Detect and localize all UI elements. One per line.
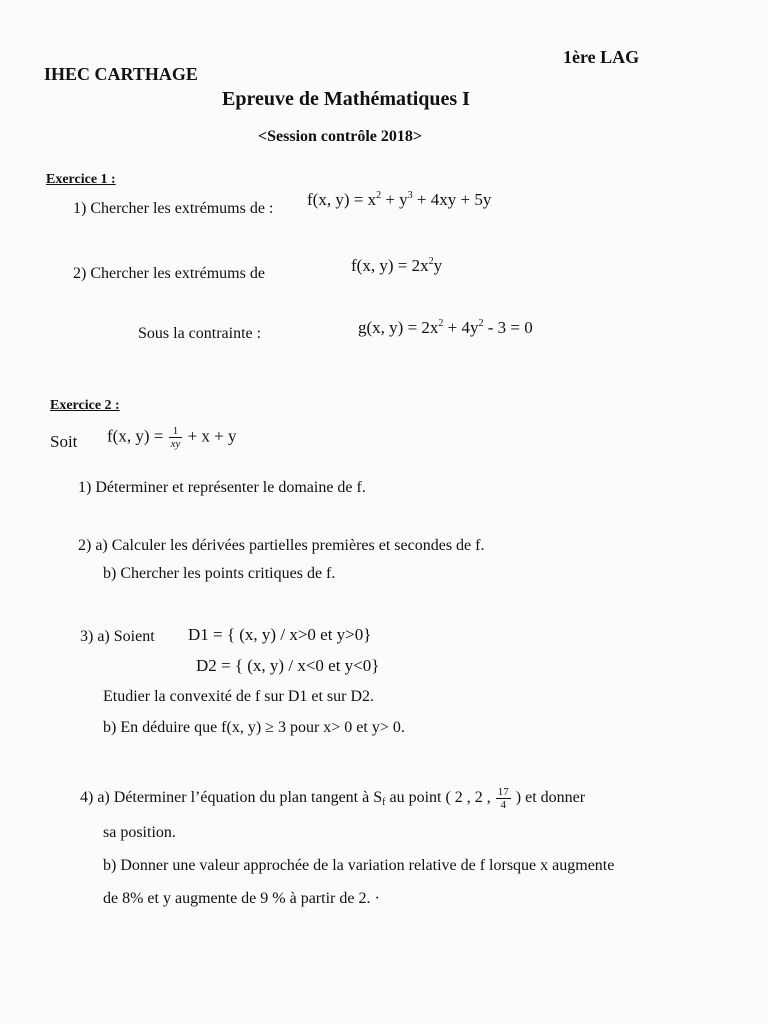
domain-d2: D2 = { (x, y) / x<0 et y<0}	[196, 656, 380, 675]
ex2-question-2a: 2) a) Calculer les dérivées partielles premières et secondes de f.	[78, 537, 485, 554]
exam-title: Epreuve de Mathématiques I	[222, 88, 470, 110]
ex2-question-1: 1) Déterminer et représenter le domaine de f.	[78, 479, 366, 496]
exam-session: <Session contrôle 2018>	[258, 128, 423, 145]
ex2-soit: Soit	[50, 432, 78, 451]
exercise-1-heading: Exercice 1 :	[46, 172, 116, 187]
ex1-function-f: f(x, $y) = x^2 + y^3 + 4xy + 5y$	[307, 190, 492, 209]
domain-d1: D1 = { (x, y) / x>0 et y>0}	[188, 625, 372, 644]
ex2-question-4a: 4) a) Déterminer l’équation du plan tangent à $S_f$ au point ( 2 , 2 , $\frac{17}{4}$ ) et donner	[80, 786, 586, 811]
constraint-function-g: g(x, $y) = 2x^2 + 4y^2 - 3 = 0$	[358, 318, 533, 337]
exercise-2-heading: Exercice 2 :	[50, 398, 120, 413]
ex2-question-3a-label: 3) a) Soient	[80, 628, 155, 645]
ex1-function-f2: f(x, $y) = 2x^2y$	[351, 256, 443, 275]
institution-name: IHEC CARTHAGE	[44, 64, 198, 84]
class-level: 1ère LAG	[563, 47, 640, 67]
ex1-question-2: 2) Chercher les extrémums de	[73, 265, 265, 282]
ex1-question-1: 1) Chercher les extrémums de :	[73, 200, 274, 217]
fraction-17-over-4: $\frac{17}{4}$	[497, 786, 509, 811]
ex2-question-3-study: Etudier la convexité de f sur D1 et sur D2.	[103, 688, 375, 705]
ex2-question-2b: b) Chercher les points critiques de f.	[103, 565, 336, 582]
constraint-label: Sous la contrainte :	[138, 325, 262, 342]
ex2-question-4b-line1: b) Donner une valeur approchée de la variation relative de f lorsque x augmente	[103, 857, 615, 874]
ex2-question-3b: b) En déduire que f(x, y) ≥ 3 pour x> 0 et y> 0.	[103, 719, 405, 736]
ex2-question-4b-line2: de 8% et y augmente de 9 % à partir de 2. ·	[103, 890, 380, 907]
ex2-function-f: f(x, y) = $\frac{1}{xy}$ + x + y	[107, 425, 237, 450]
ex2-question-4a-continued: sa position.	[103, 824, 176, 841]
fraction-one-over-xy: $\frac{1}{xy}$	[170, 425, 181, 450]
